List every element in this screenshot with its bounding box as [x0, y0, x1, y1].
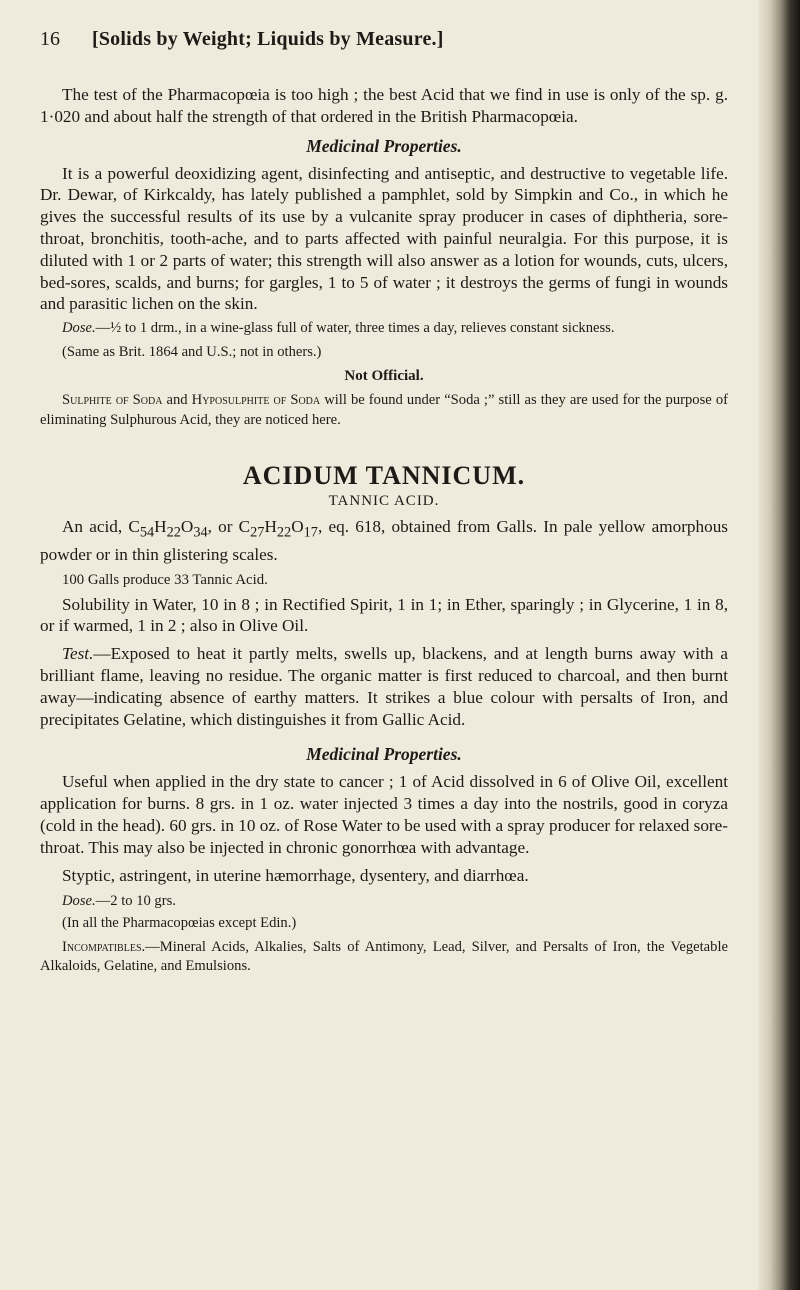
hyposulphite-term: Hyposulphite of Soda [191, 392, 321, 409]
medicinal-paragraph-1: It is a powerful deoxidizing agent, disinfecting and antiseptic, and destructive to vegetable life. Dr. Dewar, of Kirkcaldy, has lately published a pamphlet, sold by Simpkin and Co., in which he gives the successful results of its use by a vulcanite spray producer in cases of diphtheria, sore-throat, bronchitis, tooth-ache, and to parts affected with painful neuralgia. For this purpose, it is diluted with 1 or 2 parts of water; this strength will also answer as a lotion for wounds, cuts, ulcers, bed-sores, scalds, and burns; for gargles, 1 to 5 of water ; it destroys the germs of fungi in wounds and parasitic lichen on the skin. [40, 163, 728, 314]
formula-subscript: 22 [276, 523, 292, 540]
dose-label: Dose. [62, 893, 96, 910]
incompatibles-text: —Mineral Acids, Alkalies, Salts of Antimony, Lead, Silver, and Persalts of Iron, the Vegetable Alkaloids, Gelatine, and Emulsions. [40, 938, 728, 975]
section-heading-medicinal-1: Medicinal Properties. [306, 135, 462, 156]
test-label: Test. [62, 644, 94, 664]
sulphite-text: will be found under “Soda ;” still as they are used for the purpose of eliminating Sulphurous Acid, they are noticed here. [40, 392, 728, 428]
section-heading-medicinal-2: Medicinal Properties. [306, 744, 462, 765]
page-number: 16 [40, 28, 60, 50]
formula-paragraph [40, 516, 728, 566]
formula-text: , or C [207, 516, 251, 536]
dose-note-1 [40, 319, 728, 339]
intro-paragraph: The test of the Pharmacopœia is too high ; the best Acid that we find in use is only of the sp. g. 1·020 and about half the strength of that ordered in the British Pharmacopœia. [40, 85, 728, 126]
test-paragraph [40, 643, 728, 730]
article-title: ACIDUM TANNICUM. [242, 460, 526, 490]
sulphite-conjunction: and [162, 392, 192, 409]
page-header [40, 28, 730, 58]
dose-label: Dose. [62, 320, 96, 337]
formula-subscript: 54 [139, 523, 155, 540]
article-subtitle: TANNIC ACID. [328, 492, 440, 509]
incompatibles-label: Incompatibles. [62, 938, 146, 955]
page-binding-edge [758, 0, 800, 1290]
dose-note-2 [40, 892, 728, 912]
dose-text: —½ to 1 drm., in a wine-glass full of water, three times a day, relieves constant sickness. [95, 320, 615, 337]
running-head: [Solids by Weight; Liquids by Measure.] [92, 28, 444, 50]
formula-text: H [264, 516, 277, 536]
formula-text: O [180, 516, 194, 536]
same-as-note: (Same as Brit. 1864 and U.S.; not in others.) [62, 343, 322, 360]
formula-text: , eq. 618, obtained from Galls. In pale yellow amorphous powder or in thin glistering scales. [40, 516, 728, 564]
solubility-paragraph: Solubility in Water, 10 in 8 ; in Rectified Spirit, 1 in 1; in Ether, sparingly ; in Glycerine, 1 in 8, or if warmed, 1 in 2 ; also in Olive Oil. [40, 594, 728, 636]
formula-subscript: 34 [193, 523, 208, 540]
test-text: —Exposed to heat it partly melts, swells up, blackens, and at length burns away with a brilliant flame, leaving no residue. The organic matter is first reduced to charcoal, and then burnt away—indicating absence of earthy matters. It strikes a blue colour with persalts of Iron, and precipitates Gelatine, which distinguishes it from Gallic Acid. [40, 644, 728, 729]
styptic-paragraph: Styptic, astringent, in uterine hæmorrhage, dysentery, and diarrhœa. [62, 865, 529, 885]
incompatibles-note [40, 938, 728, 977]
pharmacopoeia-note: (In all the Pharmacopœias except Edin.) [62, 914, 297, 931]
formula-text: An acid, C [62, 516, 140, 536]
sulphite-note [40, 391, 728, 430]
formula-subscript: 27 [250, 523, 265, 540]
galls-note: 100 Galls produce 33 Tannic Acid. [62, 571, 268, 588]
formula-text: O [291, 516, 304, 536]
not-official-heading: Not Official. [344, 368, 424, 385]
formula-subscript: 17 [303, 523, 318, 540]
formula-text: H [154, 516, 167, 536]
sulphite-term: Sulphite of Soda [62, 392, 163, 409]
dose-text: —2 to 10 grs. [95, 893, 176, 910]
page-content [40, 84, 728, 977]
formula-subscript: 22 [166, 523, 181, 540]
medicinal-paragraph-2: Useful when applied in the dry state to cancer ; 1 of Acid dissolved in 6 of Olive Oil, excellent application for burns. 8 grs. in 1 oz. water injected 3 times a day into the nostrils, good in coryza (cold in the head). 60 grs. in 10 oz. of Rose Water to be used with a spray producer for relaxed sore-throat. This may also be injected in chronic gonorrhœa with advantage. [40, 772, 728, 857]
